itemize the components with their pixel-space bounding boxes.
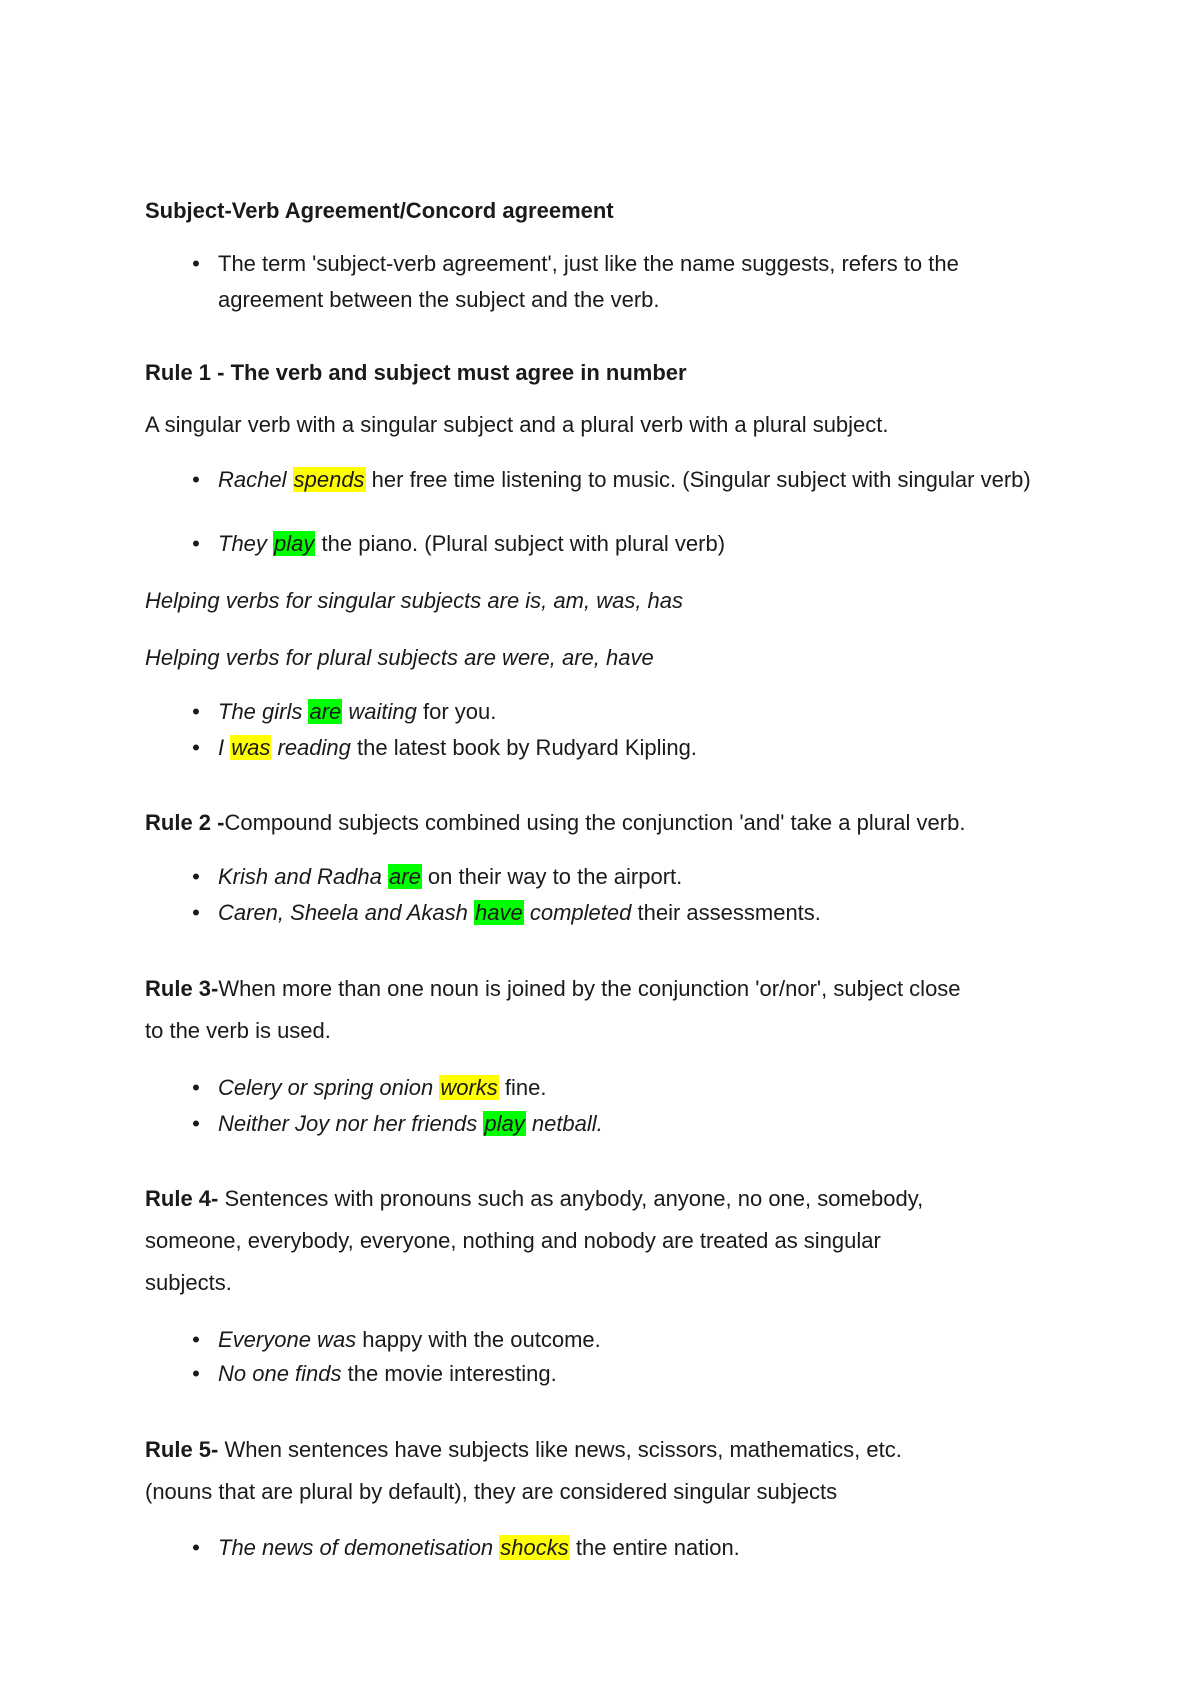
example-rest: on their way to the airport.	[421, 864, 683, 889]
rule1-description: A singular verb with a singular subject and a plural verb with a plural subject.	[145, 412, 889, 437]
example-verb-rest: completed	[529, 900, 632, 925]
rule1-example-4	[192, 732, 1068, 764]
rule3-example-2	[192, 1108, 1068, 1140]
bullet-icon: •	[192, 251, 200, 276]
example-rest: fine.	[498, 1075, 547, 1100]
highlighted-verb: shocks	[500, 1535, 569, 1560]
bullet-icon: •	[192, 1535, 200, 1560]
example-rest: their assessments.	[631, 900, 821, 925]
rule5-statement-line2: (nouns that are plural by default), they are considered singular subjects	[145, 1479, 838, 1504]
rule3-statement-line2: to the verb is used.	[145, 1018, 331, 1043]
bullet-icon: •	[192, 864, 200, 889]
highlighted-verb: are	[389, 864, 421, 889]
rule4-text: Sentences with pronouns such as anybody, anyone, no one, somebody,	[218, 1186, 924, 1211]
rule5-example-1	[192, 1532, 1068, 1564]
highlighted-verb: play	[484, 1111, 525, 1136]
example-subject: Krish and Radha	[218, 864, 382, 889]
example-rest: happy with the outcome.	[356, 1327, 601, 1352]
example-subject: They	[218, 531, 267, 556]
example-rest: netball.	[531, 1111, 603, 1136]
example-rest: the entire nation.	[569, 1535, 740, 1560]
example-subject: The girls	[218, 699, 303, 724]
rule4-example-2	[192, 1358, 1068, 1390]
example-subject: The news of demonetisation	[218, 1535, 494, 1560]
rule1-heading: Rule 1 - The verb and subject must agree in number	[145, 360, 687, 385]
rule3-statement-line1	[145, 968, 1065, 1010]
rule1-example-2	[192, 528, 1068, 560]
document-title: Subject-Verb Agreement/Concord agreement	[145, 198, 614, 223]
rule4-statement-line3: subjects.	[145, 1270, 232, 1295]
highlighted-verb: works	[440, 1075, 498, 1100]
example-verb-rest: waiting	[348, 699, 417, 724]
bullet-icon: •	[192, 1111, 200, 1136]
bullet-icon: •	[192, 1075, 200, 1100]
rule1-note-plural: Helping verbs for plural subjects are were, are, have	[145, 645, 654, 670]
rule2-statement	[145, 802, 1065, 844]
rule4-statement-line2: someone, everybody, everyone, nothing and nobody are treated as singular	[145, 1228, 881, 1253]
rule5-label: Rule 5-	[145, 1437, 219, 1462]
highlighted-verb: are	[309, 699, 342, 724]
rule2-label: Rule 2 -	[145, 810, 225, 835]
intro-bullet	[192, 246, 1068, 318]
rule1-example-3	[192, 696, 1068, 728]
example-rest: the latest book by Rudyard Kipling.	[350, 735, 697, 760]
rule2-example-2	[192, 897, 1068, 929]
rule4-statement-line1	[145, 1178, 1065, 1220]
rule5-text: When sentences have subjects like news, scissors, mathematics, etc.	[218, 1437, 902, 1462]
example-rest: the piano. (Plural subject with plural verb)	[315, 531, 726, 556]
rule3-example-1	[192, 1072, 1068, 1104]
example-subject: I	[218, 735, 225, 760]
example-subject: Rachel	[218, 467, 287, 492]
example-rest: her free time listening to music. (Singular subject with singular verb)	[365, 467, 1031, 492]
example-subject: No one finds	[218, 1361, 342, 1386]
intro-text: The term 'subject-verb agreement', just like the name suggests, refers to the agreement between the subject and the verb.	[218, 251, 959, 312]
rule2-example-1	[192, 861, 1068, 893]
bullet-icon: •	[192, 900, 200, 925]
bullet-icon: •	[192, 1327, 200, 1352]
rule3-text: When more than one noun is joined by the conjunction 'or/nor', subject close	[218, 976, 961, 1001]
bullet-icon: •	[192, 699, 200, 724]
highlighted-verb: was	[231, 735, 271, 760]
rule2-text: Compound subjects combined using the conjunction 'and' take a plural verb.	[224, 810, 966, 835]
example-rest: the movie interesting.	[341, 1361, 557, 1386]
rule5-statement-line1	[145, 1429, 1065, 1471]
rule1-example-1	[192, 466, 1068, 494]
rule3-label: Rule 3-	[145, 976, 219, 1001]
bullet-icon: •	[192, 531, 200, 556]
example-subject: Celery or spring onion	[218, 1075, 434, 1100]
example-rest: for you.	[416, 699, 497, 724]
rule4-label: Rule 4-	[145, 1186, 219, 1211]
example-verb-rest: reading	[277, 735, 351, 760]
example-subject: Neither Joy nor her friends	[218, 1111, 478, 1136]
rule1-note-singular: Helping verbs for singular subjects are is, am, was, has	[145, 588, 684, 613]
rule4-example-1	[192, 1324, 1068, 1356]
highlighted-verb: have	[475, 900, 523, 925]
example-subject: Everyone was	[218, 1327, 357, 1352]
highlighted-verb: spends	[293, 467, 365, 492]
bullet-icon: •	[192, 467, 200, 492]
bullet-icon: •	[192, 1361, 200, 1386]
bullet-icon: •	[192, 735, 200, 760]
highlighted-verb: play	[274, 531, 315, 556]
example-subject: Caren, Sheela and Akash	[218, 900, 468, 925]
